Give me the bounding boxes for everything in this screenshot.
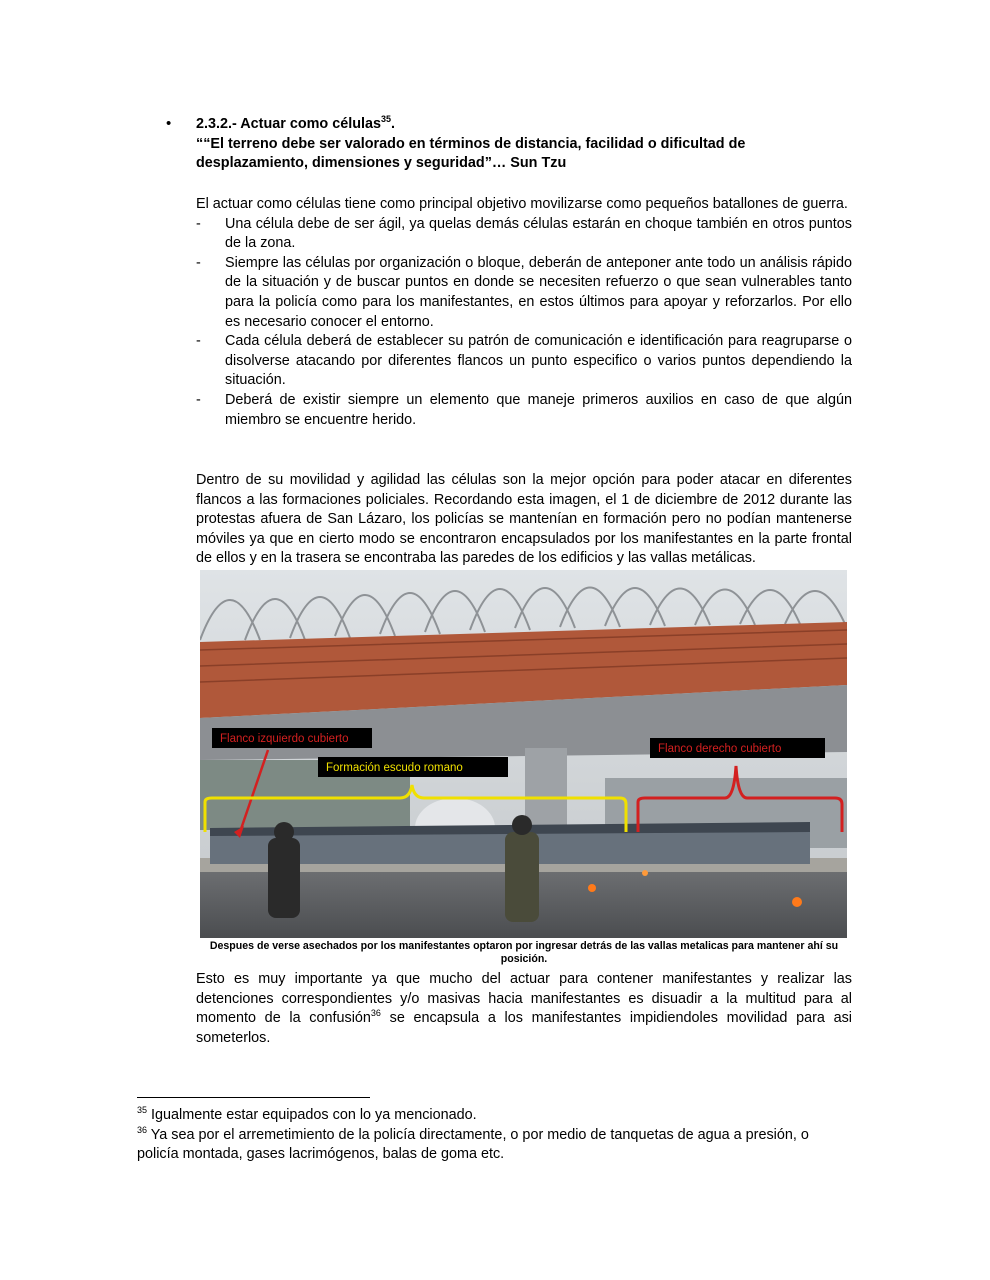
- mobility-paragraph: Dentro de su movilidad y agilidad las células son la mejor opción para poder atacar en diferentes flancos a las formaciones policiales. Recordando esta imagen, el 1 de diciembre de 2012 durante las protestas afuera de San Lázaro, los policías se mantenían en formación pero no podían mantenerse móviles ya que en cierto modo se encontraron encapsulados por los manifestantes en la parte frontal de ellos y en la trasera se encontraba las paredes de los edificios y las vallas metálicas.: [196, 472, 852, 567]
- section-title: 2.3.2.- Actuar como células: [196, 116, 382, 132]
- list-item-text: Cada célula deberá de establecer su patrón de comunicación e identificación para reagruparse o disolverse atacando por diferentes flancos un punto especifico o varios puntos dependiendo la situación.: [225, 333, 852, 389]
- label-right-text: Flanco derecho cubierto: [658, 743, 782, 755]
- title-end: .: [391, 116, 396, 132]
- dash-marker: -: [196, 333, 201, 350]
- protest-photo-illustration: [200, 570, 847, 938]
- list-item-text: Deberá de existir siempre un elemento que maneje primeros auxilios en caso de que algún miembro se encuentre herido.: [225, 391, 852, 428]
- footnote-ref-36[interactable]: 36: [370, 1008, 381, 1019]
- footnote-text: Igualmente estar equipados con lo ya mencionado.: [147, 1107, 477, 1123]
- fire: [792, 897, 802, 907]
- footnote-number: 36: [137, 1124, 148, 1135]
- conclusion-text-b: se encapsula a los manifestantes impidiendoles movilidad para asi someterlos.: [196, 1010, 852, 1046]
- footnote-35: [137, 1106, 837, 1126]
- footnote-number: 35: [137, 1105, 148, 1115]
- footnote-separator: [137, 1097, 370, 1098]
- sun-tzu-quote: ““El terreno debe ser valorado en términos de distancia, facilidad o dificultad de desplazamiento, dimensiones y seguridad”… Sun Tzu: [196, 135, 746, 171]
- fire: [642, 870, 648, 876]
- dash-marker: -: [196, 215, 201, 232]
- label-center-text: Formación escudo romano: [326, 762, 463, 774]
- footnote-text: Ya sea por el arremetimiento de la policía directamente, o por medio de tanquetas de agua a presión, o policía montada, gases lacrimógenos, balas de goma etc.: [137, 1126, 809, 1163]
- list-item: [196, 215, 852, 254]
- intro-block: [196, 195, 852, 430]
- list-item-text: Una célula debe de ser ágil, ya quelas demás células estarán en choque también en otros puntos de la zona.: [225, 215, 852, 252]
- footnotes: [137, 1106, 837, 1165]
- intro-paragraph: El actuar como células tiene como principal objetivo movilizarse como pequeños batallones de guerra.: [196, 196, 848, 212]
- list-item: [196, 332, 852, 391]
- conclusion-block: [196, 970, 852, 1048]
- bullet-marker: •: [166, 115, 172, 132]
- figure-caption: Despues de verse asechados por los manifestantes optaron por ingresar detrás de las vallas metalicas para mantener ahí su posición.: [209, 940, 839, 965]
- dash-marker: -: [196, 391, 201, 408]
- section-heading: [196, 115, 856, 174]
- list-item: [196, 391, 852, 430]
- fire: [588, 884, 596, 892]
- footnote-36: [137, 1126, 837, 1165]
- dash-marker: -: [196, 254, 201, 271]
- conclusion-paragraph: [196, 970, 852, 1048]
- cell-rules-list: [196, 215, 852, 431]
- list-item: [196, 254, 852, 332]
- mobility-block: [196, 471, 852, 569]
- protest-photo: [200, 570, 847, 938]
- label-left-text: Flanco izquierdo cubierto: [220, 733, 349, 745]
- footnote-ref-35[interactable]: 35: [381, 114, 392, 124]
- list-item-text: Siempre las células por organización o bloque, deberán de anteponer ante todo un análisis rápido de la situación y de buscar puntos en donde se necesiten refuerzo o que sean vulnerables tanto para la policía como para los manifestantes, en estos últimos para apoyar y reforzarlos. Por ello es necesario conocer el entorno.: [225, 254, 852, 330]
- conclusion-text-a: Esto es muy importante ya que mucho del actuar para contener manifestantes y realizar las detenciones correspondientes y/o masivas hacia manifestantes es disuadir a la multitud para al momento de la confusión: [196, 971, 852, 1027]
